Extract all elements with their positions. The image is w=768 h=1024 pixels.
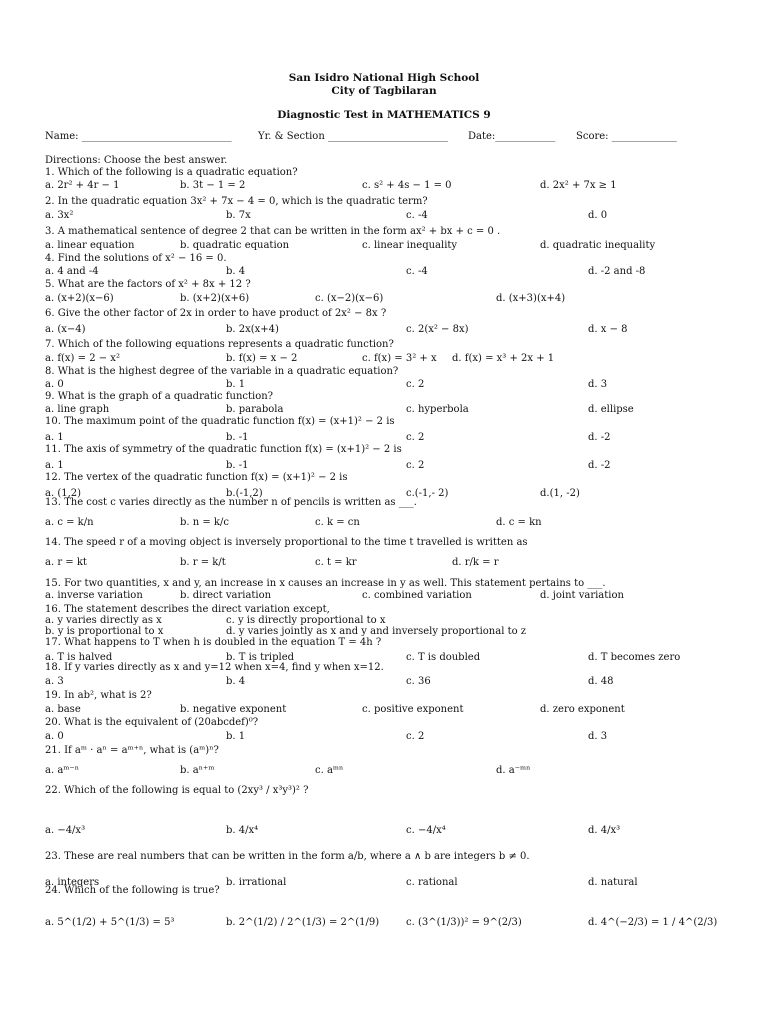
question-24-option-b[interactable]: b. 2^(1/2) / 2^(1/3) = 2^(1/9) <box>226 917 380 928</box>
question-14: 14. The speed r of a moving object is inversely proportional to the time t travelled is written as <box>45 537 528 548</box>
question-12-option-c[interactable]: c.(-1,- 2) <box>406 488 449 499</box>
question-6-option-c[interactable]: c. 2(x² − 8x) <box>406 324 469 335</box>
question-18-option-d[interactable]: d. 48 <box>588 676 614 687</box>
question-22-option-a[interactable]: a. −4/x³ <box>45 825 86 836</box>
question-3: 3. A mathematical sentence of degree 2 that can be written in the form ax² + bx + c = 0 . <box>45 226 501 237</box>
test-title: Diagnostic Test in MATHEMATICS 9 <box>277 109 491 121</box>
question-20-option-d[interactable]: d. 3 <box>588 731 608 742</box>
question-24-option-a[interactable]: a. 5^(1/2) + 5^(1/3) = 5³ <box>45 917 175 928</box>
question-3-option-b[interactable]: b. quadratic equation <box>180 240 290 251</box>
question-5-option-c[interactable]: c. (x−2)(x−6) <box>315 293 384 304</box>
question-6-option-b[interactable]: b. 2x(x+4) <box>226 324 279 335</box>
question-13-option-d[interactable]: d. c = kn <box>496 517 542 528</box>
question-13: 13. The cost c varies directly as the number n of pencils is written as ___. <box>45 497 417 508</box>
question-17-option-b[interactable]: b. T is tripled <box>226 652 295 663</box>
question-19-option-c[interactable]: c. positive exponent <box>362 704 464 715</box>
question-8-option-b[interactable]: b. 1 <box>226 379 246 390</box>
question-14-option-d[interactable]: d. r/k = r <box>452 557 499 568</box>
question-13-option-a[interactable]: a. c = k/n <box>45 517 94 528</box>
question-9-option-d[interactable]: d. ellipse <box>588 404 634 415</box>
question-21-option-c[interactable]: c. aᵐⁿ <box>315 765 344 776</box>
question-22-option-c[interactable]: c. −4/x⁴ <box>406 825 446 836</box>
question-21: 21. If aᵐ · aⁿ = aᵐ⁺ⁿ, what is (aᵐ)ⁿ? <box>45 745 219 756</box>
question-2: 2. In the quadratic equation 3x² + 7x − 4 = 0, which is the quadratic term? <box>45 196 428 207</box>
city-name: City of Tagbilaran <box>331 85 437 97</box>
question-19-option-a[interactable]: a. base <box>45 704 81 715</box>
question-6-option-a[interactable]: a. (x−4) <box>45 324 86 335</box>
question-15-option-d[interactable]: d. joint variation <box>540 590 624 601</box>
question-7-option-d[interactable]: d. f(x) = x³ + 2x + 1 <box>452 353 555 364</box>
question-5-option-b[interactable]: b. (x+2)(x+6) <box>180 293 250 304</box>
question-4-option-c[interactable]: c. -4 <box>406 266 428 277</box>
question-18-option-c[interactable]: c. 36 <box>406 676 431 687</box>
question-21-option-b[interactable]: b. aⁿ⁺ᵐ <box>180 765 215 776</box>
school-name: San Isidro National High School <box>288 72 480 84</box>
question-1-option-c[interactable]: c. s² + 4s − 1 = 0 <box>362 180 452 191</box>
question-7-option-a[interactable]: a. f(x) = 2 − x² <box>45 353 120 364</box>
question-10-option-a[interactable]: a. 1 <box>45 432 64 443</box>
question-20-option-c[interactable]: c. 2 <box>406 731 425 742</box>
question-16-option-b[interactable]: c. y is directly proportional to x <box>226 615 386 626</box>
question-21-option-d[interactable]: d. a⁻ᵐⁿ <box>496 765 531 776</box>
section-field[interactable]: Yr. & Section ________________________ <box>258 131 448 142</box>
question-18-option-b[interactable]: b. 4 <box>226 676 246 687</box>
question-11-option-c[interactable]: c. 2 <box>406 460 425 471</box>
question-24-option-c[interactable]: c. (3^(1/3))² = 9^(2/3) <box>406 917 522 928</box>
question-2-option-d[interactable]: d. 0 <box>588 210 608 221</box>
question-12-option-b[interactable]: b.(-1,2) <box>226 488 263 499</box>
question-8-option-a[interactable]: a. 0 <box>45 379 64 390</box>
question-2-option-b[interactable]: b. 7x <box>226 210 251 221</box>
question-16-option-d[interactable]: d. y varies jointly as x and y and inversely proportional to z <box>226 626 527 637</box>
question-14-option-b[interactable]: b. r = k/t <box>180 557 226 568</box>
question-2-option-a[interactable]: a. 3x² <box>45 210 74 221</box>
question-1-option-d[interactable]: d. 2x² + 7x ≥ 1 <box>540 180 617 191</box>
question-19-option-d[interactable]: d. zero exponent <box>540 704 625 715</box>
question-16-option-c[interactable]: b. y is proportional to x <box>45 626 164 637</box>
question-3-option-a[interactable]: a. linear equation <box>45 240 135 251</box>
date-field[interactable]: Date:____________ <box>468 131 556 142</box>
question-10: 10. The maximum point of the quadratic function f(x) = (x+1)² − 2 is <box>45 416 395 427</box>
question-17-option-d[interactable]: d. T becomes zero <box>588 652 681 663</box>
question-1-option-a[interactable]: a. 2r² + 4r − 1 <box>45 180 120 191</box>
question-13-option-c[interactable]: c. k = cn <box>315 517 360 528</box>
question-20-option-a[interactable]: a. 0 <box>45 731 64 742</box>
question-19: 19. In ab², what is 2? <box>45 690 152 701</box>
question-14-option-a[interactable]: a. r = kt <box>45 557 87 568</box>
question-4-option-b[interactable]: b. 4 <box>226 266 246 277</box>
question-8-option-c[interactable]: c. 2 <box>406 379 425 390</box>
question-16: 16. The statement describes the direct variation except, <box>45 604 330 615</box>
question-9-option-b[interactable]: b. parabola <box>226 404 284 415</box>
question-12: 12. The vertex of the quadratic function f(x) = (x+1)² − 2 is <box>45 472 348 483</box>
question-5-option-a[interactable]: a. (x+2)(x−6) <box>45 293 114 304</box>
question-15-option-a[interactable]: a. inverse variation <box>45 590 143 601</box>
question-6-option-d[interactable]: d. x − 8 <box>588 324 628 335</box>
question-14-option-c[interactable]: c. t = kr <box>315 557 357 568</box>
question-15: 15. For two quantities, x and y, an increase in x causes an increase in y as well. This statement pertains to ___. <box>45 578 606 589</box>
question-18-option-a[interactable]: a. 3 <box>45 676 64 687</box>
question-4-option-a[interactable]: a. 4 and -4 <box>45 266 99 277</box>
directions: Directions: Choose the best answer. <box>45 155 228 166</box>
question-5: 5. What are the factors of x² + 8x + 12 ? <box>45 279 251 290</box>
question-7: 7. Which of the following equations represents a quadratic function? <box>45 339 394 350</box>
question-20: 20. What is the equivalent of (20abcdef)⁰? <box>45 717 259 728</box>
question-12-option-d[interactable]: d.(1, -2) <box>540 488 580 499</box>
question-23-option-a[interactable]: a. integers <box>45 877 100 888</box>
question-11-option-b[interactable]: b. -1 <box>226 460 249 471</box>
question-9-option-a[interactable]: a. line graph <box>45 404 110 415</box>
question-12-option-a[interactable]: a. (1,2) <box>45 488 82 499</box>
question-6: 6. Give the other factor of 2x in order to have product of 2x² − 8x ? <box>45 308 387 319</box>
question-20-option-b[interactable]: b. 1 <box>226 731 246 742</box>
question-17: 17. What happens to T when h is doubled in the equation T = 4h ? <box>45 637 382 648</box>
question-23-option-d[interactable]: d. natural <box>588 877 638 888</box>
question-3-option-c[interactable]: c. linear inequality <box>362 240 458 251</box>
question-19-option-b[interactable]: b. negative exponent <box>180 704 287 715</box>
question-24: 24. Which of the following is true? <box>45 885 220 896</box>
question-15-option-b[interactable]: b. direct variation <box>180 590 272 601</box>
question-1-option-b[interactable]: b. 3t − 1 = 2 <box>180 180 246 191</box>
question-23-option-c[interactable]: c. rational <box>406 877 458 888</box>
question-22-option-d[interactable]: d. 4/x³ <box>588 825 621 836</box>
question-11-option-a[interactable]: a. 1 <box>45 460 64 471</box>
question-22: 22. Which of the following is equal to (2xy³ / x³y³)² ? <box>45 785 309 796</box>
score-field[interactable]: Score: _____________ <box>576 131 677 142</box>
question-15-option-c[interactable]: c. combined variation <box>362 590 472 601</box>
question-11: 11. The axis of symmetry of the quadratic function f(x) = (x+1)² − 2 is <box>45 444 402 455</box>
question-8: 8. What is the highest degree of the variable in a quadratic equation? <box>45 366 399 377</box>
question-10-option-d[interactable]: d. -2 <box>588 432 611 443</box>
question-23-option-b[interactable]: b. irrational <box>226 877 287 888</box>
question-21-option-a[interactable]: a. aᵐ⁻ⁿ <box>45 765 80 776</box>
question-9: 9. What is the graph of a quadratic function? <box>45 391 274 402</box>
question-23: 23. These are real numbers that can be written in the form a/b, where a ∧ b are integers b ≠ 0. <box>45 851 530 862</box>
question-3-option-d[interactable]: d. quadratic inequality <box>540 240 656 251</box>
question-4-option-d[interactable]: d. -2 and -8 <box>588 266 646 277</box>
question-10-option-c[interactable]: c. 2 <box>406 432 425 443</box>
question-16-option-a[interactable]: a. y varies directly as x <box>45 615 162 626</box>
name-field[interactable]: Name: ______________________________ <box>45 131 232 142</box>
question-24-option-d[interactable]: d. 4^(−2/3) = 1 / 4^(2/3) <box>588 917 718 928</box>
question-8-option-d[interactable]: d. 3 <box>588 379 608 390</box>
question-7-option-c[interactable]: c. f(x) = 3² + x <box>362 353 437 364</box>
question-18: 18. If y varies directly as x and y=12 when x=4, find y when x=12. <box>45 662 384 673</box>
question-11-option-d[interactable]: d. -2 <box>588 460 611 471</box>
question-9-option-c[interactable]: c. hyperbola <box>406 404 469 415</box>
question-5-option-d[interactable]: d. (x+3)(x+4) <box>496 293 566 304</box>
question-2-option-c[interactable]: c. -4 <box>406 210 428 221</box>
question-7-option-b[interactable]: b. f(x) = x − 2 <box>226 353 298 364</box>
question-4: 4. Find the solutions of x² − 16 = 0. <box>45 253 227 264</box>
question-10-option-b[interactable]: b. -1 <box>226 432 249 443</box>
question-17-option-c[interactable]: c. T is doubled <box>406 652 481 663</box>
question-13-option-b[interactable]: b. n = k/c <box>180 517 229 528</box>
question-17-option-a[interactable]: a. T is halved <box>45 652 113 663</box>
question-1: 1. Which of the following is a quadratic equation? <box>45 167 298 178</box>
question-22-option-b[interactable]: b. 4/x⁴ <box>226 825 259 836</box>
